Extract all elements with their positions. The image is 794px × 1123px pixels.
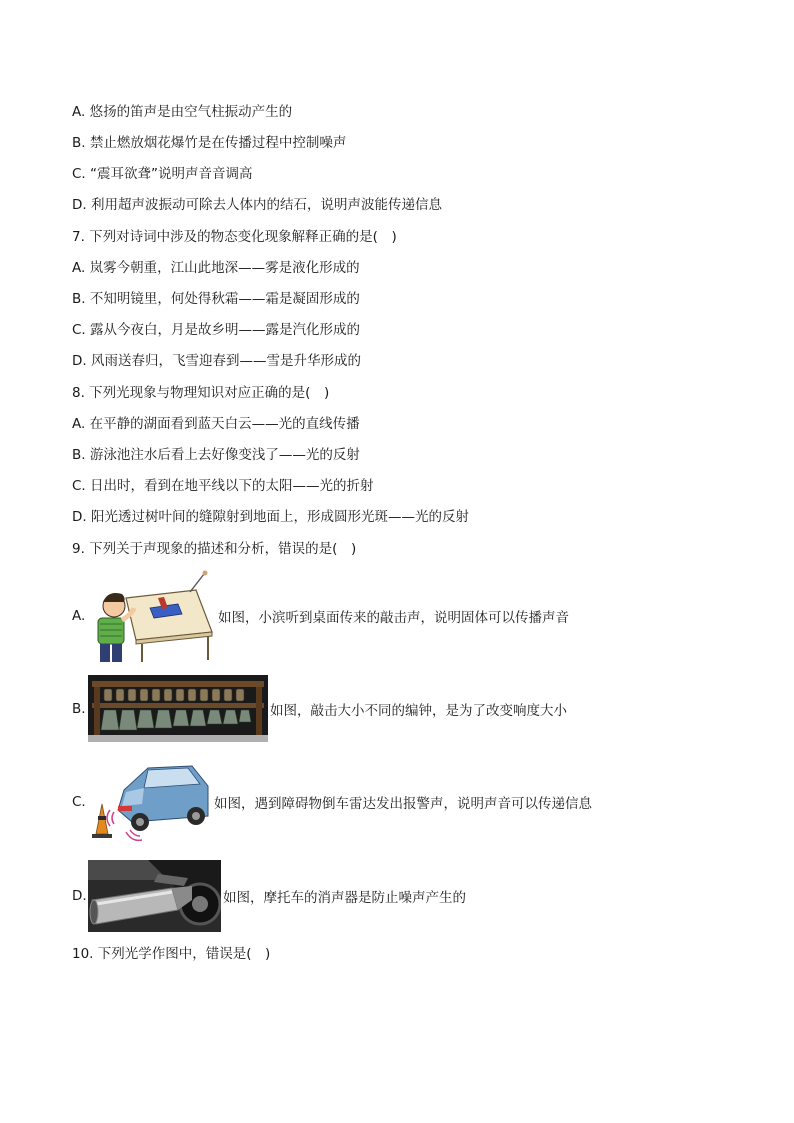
q8-option-c: C. 日出时，看到在地平线以下的太阳——光的折射 — [72, 478, 374, 494]
q7-option-d: D. 风雨送春归，飞雪迎春到——雪是升华形成的 — [72, 353, 361, 369]
option-letter: B. — [72, 700, 86, 717]
q8-option-b: B. 游泳池注水后看上去好像变浅了——光的反射 — [72, 447, 360, 463]
q6-option-c: C. “震耳欲聋”说明声音音调高 — [72, 166, 253, 182]
q7-option-a: A. 岚雾今朝重，江山此地深——雾是液化形成的 — [72, 260, 360, 276]
motorcycle-muffler-image — [88, 860, 221, 932]
q8-option-d: D. 阳光透过树叶间的缝隙射到地面上，形成圆形光斑——光的反射 — [72, 509, 469, 525]
q8-stem: 8. 下列光现象与物理知识对应正确的是( ) — [72, 385, 330, 401]
q9-option-d-text: 如图，摩托车的消声器是防止噪声产生的 — [223, 890, 466, 906]
q9-stem: 9. 下列关于声现象的描述和分析，错误的是( ) — [72, 541, 357, 557]
option-letter: A. — [72, 608, 86, 624]
chime-bells-image — [88, 675, 268, 742]
q9-option-a — [72, 568, 569, 664]
q9-option-b — [72, 675, 567, 742]
q9-option-c-text: 如图，遇到障碍物倒车雷达发出报警声，说明声音可以传递信息 — [214, 796, 592, 812]
option-letter: C. — [72, 794, 86, 810]
q6-option-a: A. 悠扬的笛声是由空气柱振动产生的 — [72, 104, 293, 120]
car-reversing-radar-image — [88, 760, 212, 844]
boy-listening-table-image — [88, 568, 216, 664]
q7-option-b: B. 不知明镜里，何处得秋霜——霜是凝固形成的 — [72, 291, 360, 307]
q9-option-c — [72, 760, 592, 844]
q9-option-b-text: 如图，敲击大小不同的编钟，是为了改变响度大小 — [270, 702, 567, 719]
q10-stem: 10. 下列光学作图中，错误是( ) — [72, 946, 271, 962]
q7-option-c: C. 露从今夜白，月是故乡明——露是汽化形成的 — [72, 322, 361, 338]
q8-option-a: A. 在平静的湖面看到蓝天白云——光的直线传播 — [72, 416, 360, 432]
q6-option-b: B. 禁止燃放烟花爆竹是在传播过程中控制噪声 — [72, 135, 347, 151]
option-letter: D. — [72, 888, 87, 904]
q6-option-d: D. 利用超声波振动可除去人体内的结石，说明声波能传递信息 — [72, 197, 442, 213]
q9-option-a-text: 如图，小滨听到桌面传来的敲击声，说明固体可以传播声音 — [218, 610, 569, 626]
q7-stem: 7. 下列对诗词中涉及的物态变化现象解释正确的是( ) — [72, 229, 397, 245]
q9-option-d — [72, 860, 466, 932]
